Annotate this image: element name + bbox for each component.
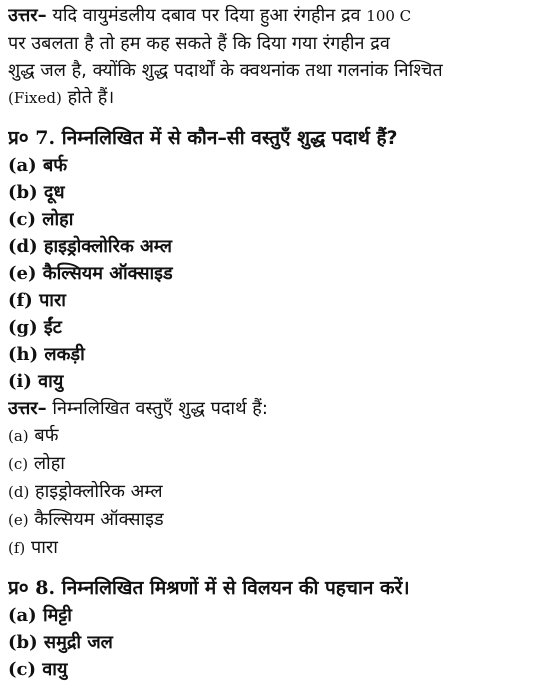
question-heading	[8, 124, 531, 152]
question-text: निम्नलिखित में से कौन–सी वस्तुएँ शुद्ध पदार्थ हैं?	[55, 127, 398, 149]
option-mark: (a)	[8, 155, 37, 176]
answer-7	[8, 395, 531, 562]
option-text: कैल्सियम ऑक्साइड	[34, 509, 164, 530]
option-item	[8, 260, 531, 287]
answer-item	[8, 506, 531, 534]
option-item	[8, 629, 531, 656]
answer-heading	[8, 395, 531, 422]
question-number: प्र० 7.	[8, 127, 56, 149]
option-mark: (f)	[8, 539, 26, 557]
option-mark: (i)	[8, 371, 32, 392]
option-mark: (g)	[8, 317, 38, 338]
option-item	[8, 656, 531, 683]
option-mark: (b)	[8, 182, 38, 203]
option-item	[8, 368, 531, 395]
option-text: हाइड्रोक्लोरिक अम्ल	[35, 481, 163, 502]
question-7	[8, 124, 531, 395]
option-mark: (c)	[8, 659, 36, 680]
option-text: पारा	[39, 290, 66, 311]
question-number: प्र० 8.	[8, 577, 56, 599]
fixed-term: (Fixed)	[8, 89, 62, 107]
answer-item	[8, 422, 531, 450]
option-text: कैल्सियम ऑक्साइड	[42, 263, 173, 284]
option-item	[8, 602, 531, 629]
option-text: लोहा	[42, 209, 74, 230]
answer-label: उत्तर–	[8, 5, 47, 26]
option-mark: (a)	[8, 605, 37, 626]
option-text: वायु	[42, 659, 68, 680]
option-mark: (e)	[8, 263, 37, 284]
answer-line: शुद्ध जल है, क्योंकि शुद्ध पदार्थों के क्‍वथनांक तथा गलनांक निश्चित	[8, 60, 443, 81]
option-item	[8, 179, 531, 206]
option-item	[8, 152, 531, 179]
answer-item	[8, 450, 531, 478]
question-text: निम्नलिखित मिश्रणों में से विलयन की पहचान करें।	[55, 577, 410, 599]
option-mark: (d)	[8, 483, 30, 501]
answer-text: निम्नलिखित वस्तुएँ शुद्ध पदार्थ हैं:	[46, 398, 268, 419]
answer-line: पर उबलता है तो हम कह सकते हैं कि दिया गया रंगहीन द्रव	[8, 33, 390, 54]
answer-item	[8, 534, 531, 562]
option-mark: (h)	[8, 344, 39, 365]
option-text: लोहा	[33, 453, 65, 474]
option-item	[8, 206, 531, 233]
temperature-value: 100 C	[366, 7, 412, 25]
option-mark: (e)	[8, 511, 29, 529]
answer-line	[8, 84, 531, 112]
option-mark: (d)	[8, 236, 38, 257]
option-mark: (f)	[8, 290, 33, 311]
option-mark: (c)	[8, 209, 36, 230]
answer-block-previous	[8, 2, 531, 112]
answer-text: होते हैं।	[61, 87, 115, 108]
option-text: मिट्टी	[42, 605, 72, 626]
question-heading	[8, 574, 531, 602]
option-item	[8, 314, 531, 341]
answer-label: उत्तर–	[8, 398, 47, 419]
option-text: समुद्री जल	[43, 632, 113, 653]
option-text: लकड़ी	[44, 344, 85, 365]
option-item	[8, 287, 531, 314]
option-text: दूध	[43, 182, 65, 203]
option-text: ईंट	[43, 317, 62, 338]
answer-line	[8, 2, 531, 30]
answer-item	[8, 478, 531, 506]
answer-text: यदि वायुमंडलीय दबाव पर दिया हुआ रंगहीन द्रव	[46, 5, 367, 26]
option-mark: (b)	[8, 632, 38, 653]
option-item	[8, 341, 531, 368]
question-8	[8, 574, 531, 683]
option-text: हाइड्रोक्लोरिक अम्ल	[43, 236, 172, 257]
option-item	[8, 233, 531, 260]
option-text: वायु	[38, 371, 64, 392]
option-text: बर्फ	[34, 425, 59, 446]
option-text: बर्फ	[42, 155, 68, 176]
option-mark: (a)	[8, 427, 29, 445]
option-text: पारा	[31, 537, 58, 558]
option-mark: (c)	[8, 455, 29, 473]
